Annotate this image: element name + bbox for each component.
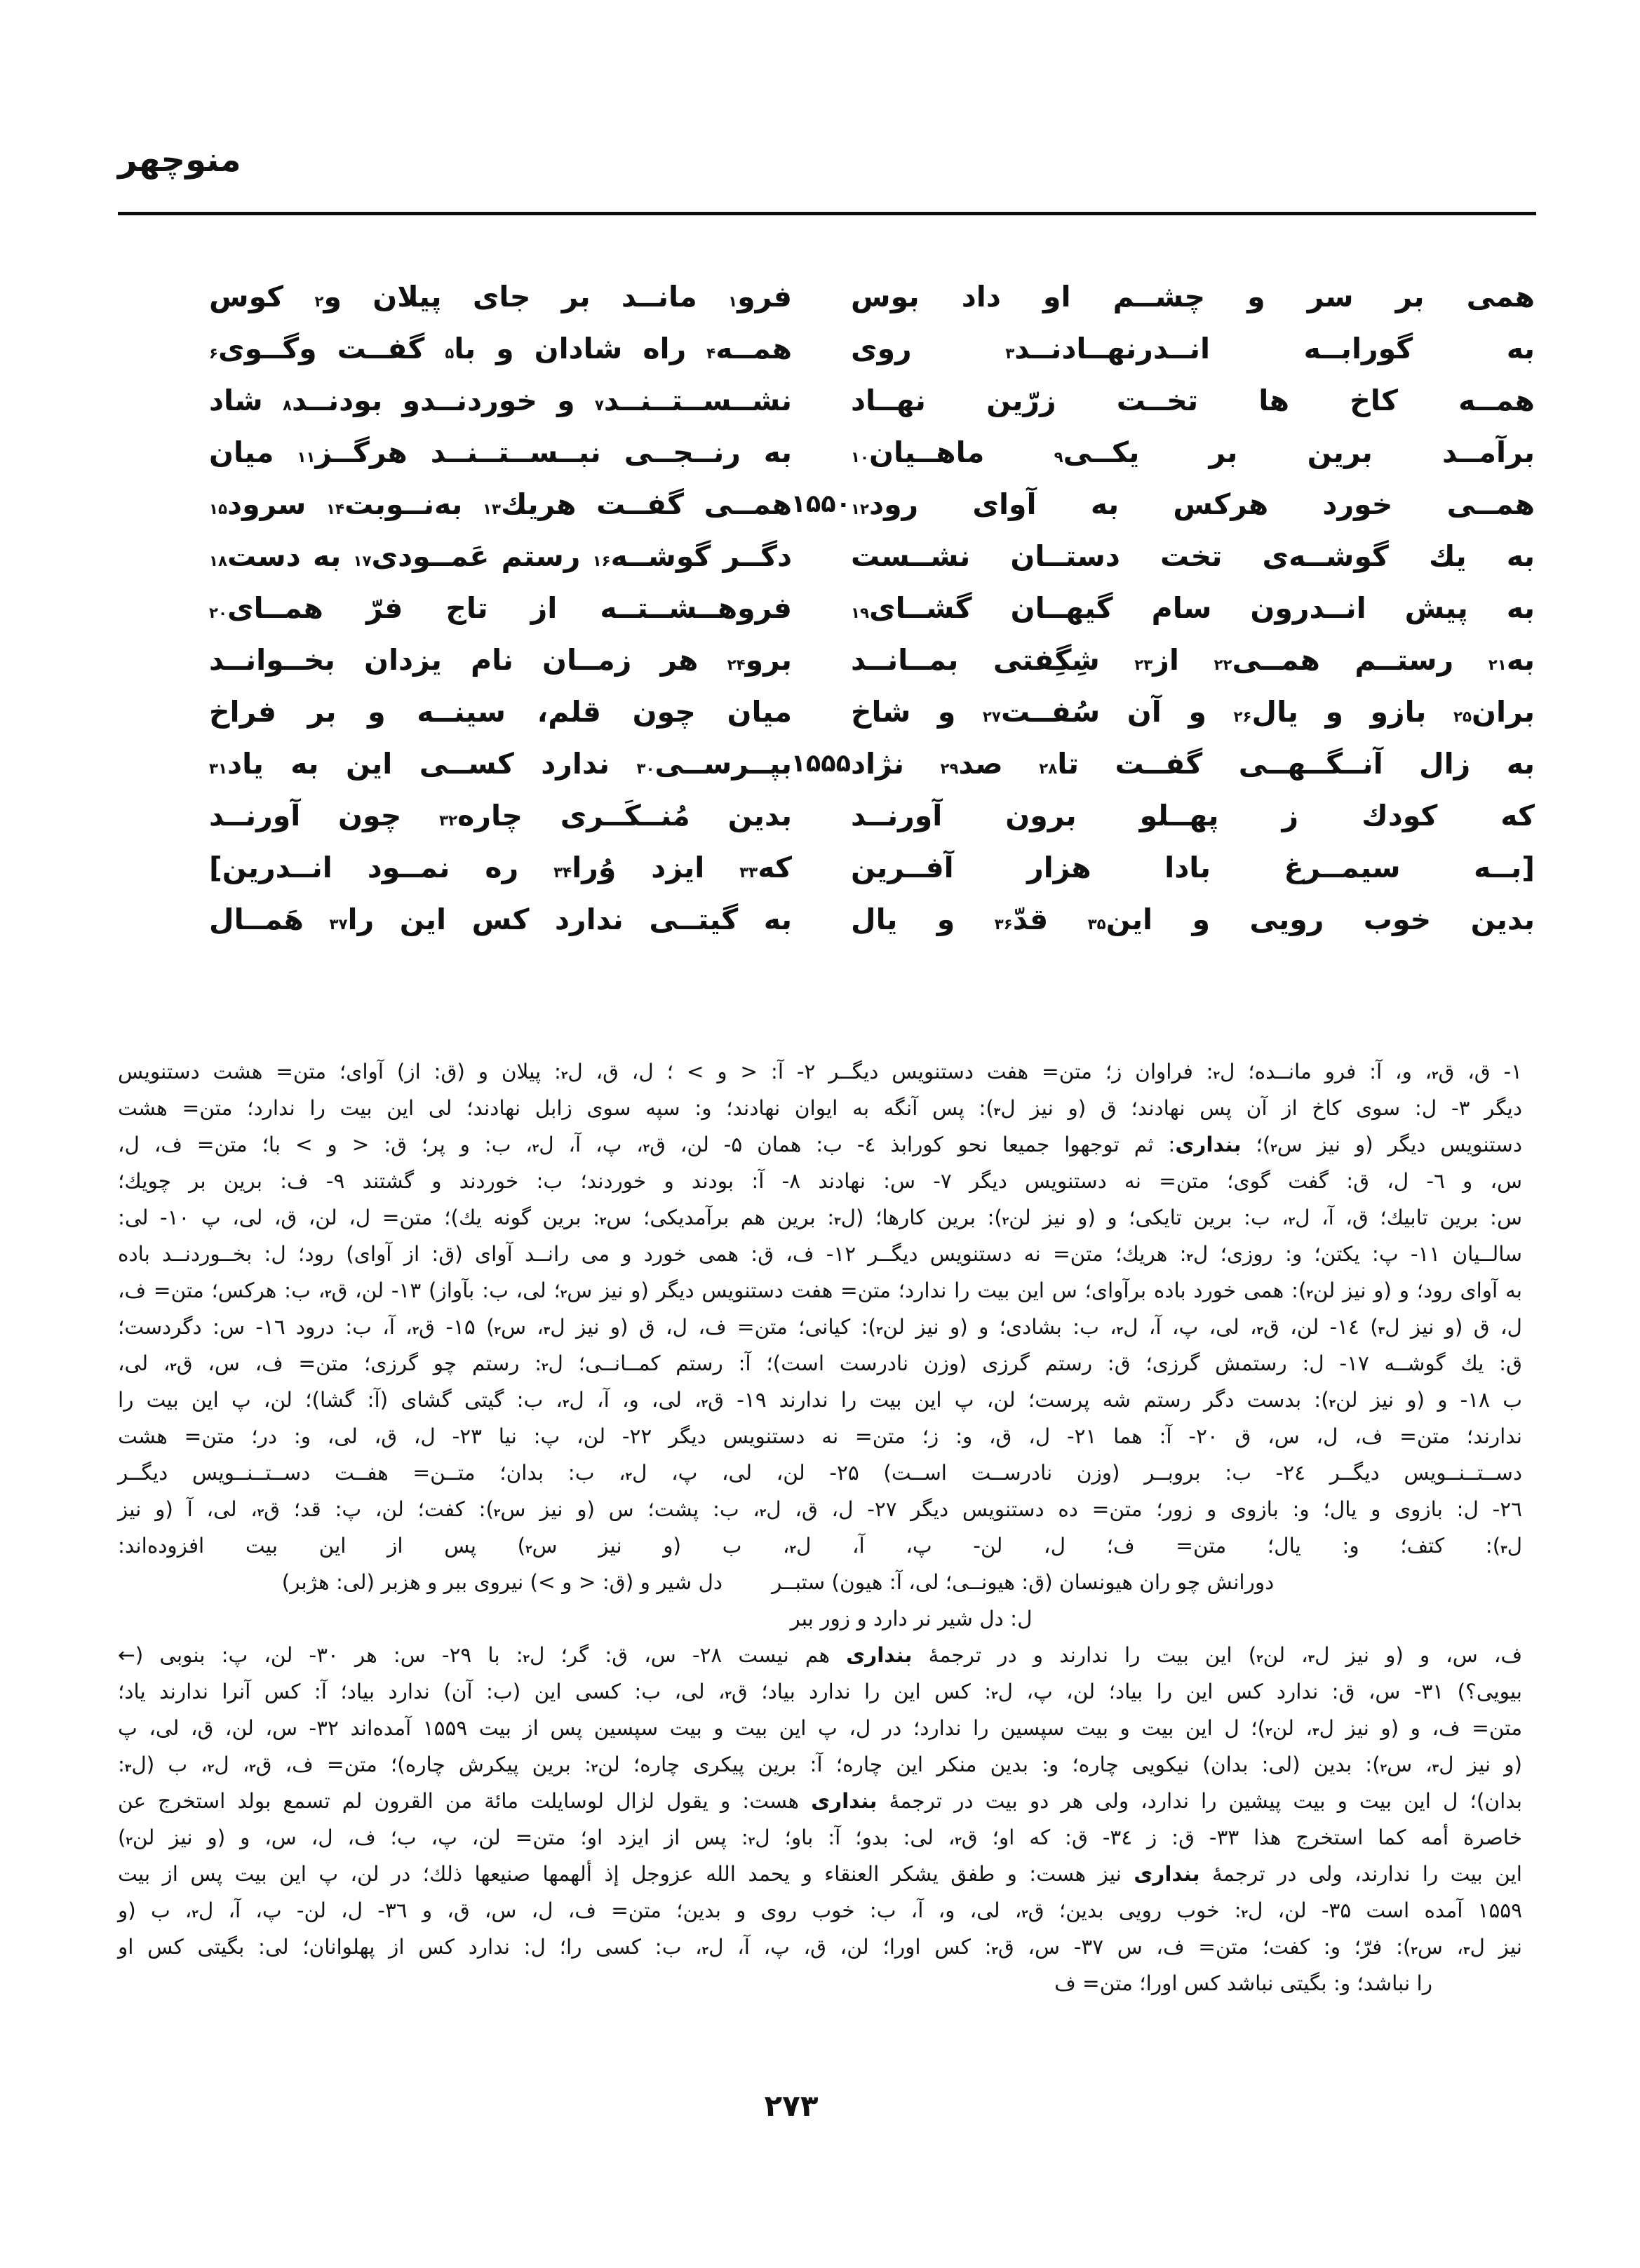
footnote-line: ندارند؛ متن= ف، ل، س، ق ۲۰- آ: هما ۲۱- ل، ق، و: ز؛ متن= نه دستنویس دیگر ۲۲- لن، پ: نیا ۲۳- ل، ق، لی، و: در؛ متن= هشت bbox=[118, 1424, 1523, 1448]
verse-row bbox=[209, 374, 1535, 426]
hemistich-right: همــی خورد هرکس به آوای رود$^{۱۲}$ bbox=[851, 487, 1535, 521]
verse-row bbox=[209, 478, 1535, 530]
poem bbox=[209, 271, 1535, 945]
verse-number bbox=[792, 893, 851, 945]
verse-number: ۱۵۵۰ bbox=[791, 490, 851, 518]
footnote-line: ل$^۳$): کتف؛ و: یال؛ متن= ف؛ ل، لن- پ، آ، ل$^۲$، ب (و نیز س$^۲$) پس از این بیت افزوده‌اند: bbox=[118, 1534, 1522, 1558]
footnote-line: متن= ف، و (و نیز ل$^۳$، لن$^۲$)؛ ل این بیت و بیت سپسین را ندارد؛ در ل، پ این بیت و بیت سپسین پس از بیت ۱۵۵۹ آمده‌اند ۳۲- س، لن، ق، لی، پ bbox=[118, 1716, 1523, 1740]
hemistich-left: به رنــجــی نبــســتــنــد هرگــز$^{۱۱}$ میان bbox=[209, 436, 792, 469]
verse-row bbox=[209, 271, 1535, 323]
footnote-line: بدان)؛ ل این بیت و بیت پیشین را ندارد، ولی هر دو بیت در ترجمهٔ بنداری هست: و یقول لزال لوسایلت مائة من القرون لم تسمع بولد استخرج عن bbox=[118, 1789, 1522, 1813]
page-title: منوچهر bbox=[118, 140, 241, 180]
verse-row bbox=[209, 634, 1535, 686]
hemistich-right: به گورابــه انــدرنهــادنــد$^۳$ روی bbox=[851, 332, 1535, 365]
hemistich-right: به زال آنــگــهــی گفــت تا$^{۲۸}$ صد$^{۲۹}$ نژاد bbox=[851, 747, 1535, 781]
footnote-line: به آوای رود؛ و (و نیز لن$^۲$): همی خورد باده برآوای؛ س این بیت را ندارد؛ متن= هفت دستنویس دیگر (و نیز س$^۲$؛ لی، ب: بآواز) ۱۳- لن، ق$^۲$، ب: هرکس؛ متن= ف، bbox=[118, 1278, 1522, 1302]
hemistich-left: که$^{۳۳}$ ایزد وُرا$^{۳۴}$ ره نمــود انــدرین] bbox=[209, 851, 793, 884]
verse-number bbox=[792, 374, 851, 426]
footnote-line: را نباشد؛ و: بگیتی نباشد کس اورا؛ متن= ف bbox=[1054, 1971, 1432, 1995]
footnote-line: س: برین تابیك؛ ق، آ، ل$^۲$، ب: برین تایکی؛ و (و نیز لن$^۲$): برین کارها؛ (ل$^۳$: برین هم برآمدیکی؛ س$^۲$: برین گونه یك)؛ متن= ل، لن، ق، لی، پ ۱۰- لی: bbox=[118, 1206, 1522, 1229]
footnote-line: دیگر ۳- ل: سوی کاخ از آن پس نهادند؛ ق (و نیز ل$^۳$): پس آنگه به ایوان نهادند؛ و: سپه سوی زابل نهادند؛ لی این بیت را ندارد؛ متن= هشت bbox=[118, 1096, 1522, 1120]
footnote-line: ۱۵۵۹ آمده است ۳۵- لن، ل$^۲$: خوب رویی بدین؛ ق$^۲$، لی، و، آ، ب: خوب روی و بدین؛ متن= ف، ل، س، ق، و ۳٦- ل، لن- پ، آ، ل$^۲$، ب (و bbox=[118, 1898, 1522, 1922]
hemistich-right: به پیش انــدرون سام گیهــان گشــای$^{۱۹}$ bbox=[851, 591, 1535, 625]
verse-number bbox=[792, 790, 851, 842]
verse-row bbox=[209, 790, 1535, 842]
header-rule bbox=[118, 212, 1536, 215]
verse-row bbox=[209, 323, 1535, 374]
hemistich-left: میان چون قلم، سینــه و بر فراخ bbox=[209, 695, 792, 729]
hemistich-left: فروهــشــتــه از تاج فرّ همــای$^{۲۰}$ bbox=[209, 591, 792, 625]
footnote-line: س، و ٦- ل، ق: گفت گوی؛ متن= نه دستنویس دیگر ۷- س: نهادند ۸- آ: بودند و خوردند؛ ب: خوردند و گشتند ۹- ف: برین بر چویك؛ bbox=[118, 1169, 1522, 1193]
footnote-line: ق: یك گوشــه ۱۷- ل: رستمش گرزی؛ ق: رستم گرزی (وزن نادرست است)؛ آ: رستم کمــانــی؛ ل$^۲$: رستم چو گرزی؛ متن= ف، س، ق$^۲$، لی، bbox=[118, 1351, 1523, 1375]
verse-number bbox=[792, 686, 851, 738]
verse-number: ۱۵۵۵ bbox=[791, 750, 851, 778]
hemistich-right: بران$^{۲۵}$ بازو و یال$^{۲۶}$ و آن سُفــت$^{۲۷}$ و شاخ bbox=[851, 695, 1535, 729]
footnote-line: دستنویس دیگر (و نیز س$^۲$)؛ بنداری: ثم توجهوا جمیعا نحو کورابذ ٤- ب: همان ۵- لن، ق$^۲$، پ، آ، ل$^۲$، ب: و پر؛ ق: < و > با؛ متن= ف، ل، bbox=[118, 1133, 1522, 1156]
footnote-line: ۲٦- ل: بازوی و یال؛ و: بازوی و زور؛ متن= ده دستنویس دیگر ۲۷- ل، ق، ل$^۲$، ب: پشت؛ س (و نیز س$^۲$): کفت؛ لن، پ: قد؛ ق$^۲$، لی، آ (و نیز bbox=[118, 1497, 1522, 1521]
hemistich-left: همــه$^۴$ راه شادان و با$^۵$ گفــت وگــوی$^۶$ bbox=[209, 332, 792, 365]
footnote-line: ف، س، و (و نیز ل$^۳$، لن$^۲$) این بیت را ندارند و در ترجمهٔ بنداری هم نیست ۲۸- س، ق: گر؛ ل$^۲$: با ۲۹- س: هر ۳۰- لن، پ: بنوبی (← bbox=[118, 1643, 1523, 1667]
verse-row bbox=[209, 842, 1535, 893]
hemistich-left: برو$^{۲۴}$ هر زمــان نام یزدان بخــوانــد bbox=[209, 643, 792, 677]
verse-number bbox=[792, 530, 851, 582]
hemistich-right: که کودك ز پهــلو برون آورنــد bbox=[851, 799, 1535, 832]
footnote-line: ل، ق (و نیز ل$^۳$) ۱٤- لن، ق$^۲$، لی، پ، آ، ل$^۲$، ب: بشادی؛ و (و نیز لن$^۲$): کیانی؛ متن= ف، ل، ق (و نیز ل$^۳$، س$^۲$) ۱۵- ق$^۲$، آ، ب: درود ۱٦- س: دگردست؛ bbox=[118, 1315, 1522, 1339]
hemistich-right: برآمــد برین بر یکــی$^۹$ ماهــیان$^{۱۰}$ bbox=[851, 436, 1535, 469]
page-number: ۲۷۳ bbox=[764, 2088, 819, 2123]
footnotes bbox=[118, 1053, 1522, 2002]
verse-number bbox=[792, 426, 851, 478]
hemistich-left: بپــرســی$^{۳۰}$ ندارد کســی این به یاد$^{۳۱}$ bbox=[209, 747, 792, 781]
footnote-line: خاصرة أمه کما استخرج هذا ۳۳- ق: ز ۳٤- ق: که او؛ ق$^۲$، لی: بدو؛ آ: باو؛ ل$^۲$: پس از ایزد او؛ متن= لن، پ، ب؛ ف، ل، س، و (و نیز لن$^۲$) bbox=[118, 1825, 1522, 1849]
verse-row bbox=[209, 426, 1535, 478]
verse-number bbox=[792, 271, 851, 323]
hemistich-left: همــی گفــت هریك$^{۱۳}$ به‌نــوبت$^{۱۴}$ سرود$^{۱۵}$ bbox=[209, 487, 792, 521]
footnote-line: ل: دل شیر نر دارد و زور ببر bbox=[790, 1607, 1033, 1631]
verse-number bbox=[792, 842, 851, 893]
footnote-line: ۱- ق، ق$^۲$، و، آ: فرو مانــده؛ ل$^۲$: فراوان ز؛ متن= هفت دستنویس دیگــر ۲- آ: < و > ؛ ل، ق، ل$^۲$: پیلان و (ق: از) آوای؛ متن= هشت دستنویس bbox=[118, 1060, 1522, 1084]
footnote-line: بیویی؟) ۳۱- س، ق: ندارد کس این را بیاد؛ لن، پ، ل$^۲$: کس این را ندارد بیاد؛ ق$^۲$، لی، ب: کسی این (ب: آن) ندارد بیاد؛ آ: کس آنرا ندارند یاد؛ bbox=[118, 1680, 1522, 1703]
footnote-line: دســتــنــویس دیگــر ۲٤- ب: بروبــر (وزن نادرســت اســت) ۲۵- لن، لی، پ، ل$^۲$، ب: بدان؛ متــن= هفــت دســتــنــویس دیگــر bbox=[118, 1461, 1522, 1485]
hemistich-right: بدین خوب رویی و این$^{۳۵}$ قدّ$^{۳۶}$ و یال bbox=[851, 903, 1535, 936]
hemistich-left: نشــســتــنــد$^۷$ و خوردنــدو بودنــد$^۸$ شاد bbox=[209, 384, 793, 417]
hemistich-right: [بــه سیمــرغ بادا هزار آفــرین bbox=[851, 851, 1535, 884]
footnote-line: دورانش چو ران هیونسان (ق: هیونــی؛ لی، آ: هیون) ستبــردل شیر و (ق: < و >) نیروی ببر و هزبر (لی: هژبر) bbox=[281, 1570, 1275, 1594]
hemistich-right: همــه کاخ ها تخــت زرّین نهــاد bbox=[851, 384, 1535, 417]
verse-row bbox=[209, 686, 1535, 738]
footnote-line: ب ۱۸- و (و نیز لن$^۲$): بدست دگر رستم شه پرست؛ لن، پ این بیت را ندارند ۱۹- ق$^۲$، لی، و، آ، ل$^۲$، ب: گیتی گشای (آ: گشا)؛ لن، پ این بیت را bbox=[118, 1388, 1522, 1412]
hemistich-left: فرو$^۱$ مانــد بر جای پیلان و$^۲$ کوس bbox=[209, 280, 792, 313]
hemistich-left: دگــر گوشــه$^{۱۶}$ رستم عَمــودی$^{۱۷}$ به دست$^{۱۸}$ bbox=[209, 539, 793, 573]
verse-number bbox=[792, 634, 851, 686]
verse-number bbox=[792, 582, 851, 634]
hemistich-left: بدین مُنــکَــری چاره$^{۳۲}$ چون آورنــد bbox=[209, 799, 792, 832]
hemistich-right: به یك گوشــه‌ی تخت دستــان نشــست bbox=[851, 539, 1535, 573]
verse-row bbox=[209, 738, 1535, 790]
verse-row bbox=[209, 530, 1535, 582]
hemistich-right: به$^{۲۱}$ رستــم همــی$^{۲۲}$ از$^{۲۳}$ شِگِفتی بمــانــد bbox=[851, 643, 1535, 677]
footnote-line: نیز ل$^۳$، س$^۲$): فرّ؛ و: کفت؛ متن= ف، س ۳۷- س، ق$^۲$: کس اورا؛ لن، ق، پ، آ، ل$^۲$، ب: کسی را؛ ل: ندارد کس از پهلوانان؛ لی: بگیتی کس او bbox=[118, 1935, 1522, 1959]
footnote-line: (و نیز ل$^۳$، س$^۲$): بدین (لی: بدان) نیکویی چاره؛ و: بدین منکر این چاره؛ آ: برین پیکری چاره؛ لن$^۲$: برین پیکرش چاره)؛ متن= ف، ق$^۲$، ل$^۲$، ب (ل$^۳$: bbox=[118, 1753, 1522, 1776]
verse-number bbox=[792, 323, 851, 374]
verse-row bbox=[209, 893, 1535, 945]
verse-row bbox=[209, 582, 1535, 634]
footnote-line: سالــیان ۱۱- پ: یکتن؛ و: روزی؛ ل$^۲$: هریك؛ متن= نه دستنویس دیگــر ۱۲- ف، ق: همی خورد و می رانــد آوای (ق: از آوای) رود؛ ل: بخــوردنــد باده bbox=[118, 1242, 1522, 1266]
hemistich-right: همی بر سر و چشــم او داد بوس bbox=[851, 280, 1535, 313]
footnote-line: این بیت را ندارند، ولی در ترجمهٔ بنداری نیز هست: و طفق یشکر العنقاء و یحمد الله عزوجل إذ ألهمها صنیعها ذلك؛ در لن، پ این بیت پس از بیت bbox=[118, 1862, 1522, 1886]
hemistich-left: به گیتــی ندارد کس این را$^{۳۷}$ هَمــال bbox=[209, 903, 793, 936]
